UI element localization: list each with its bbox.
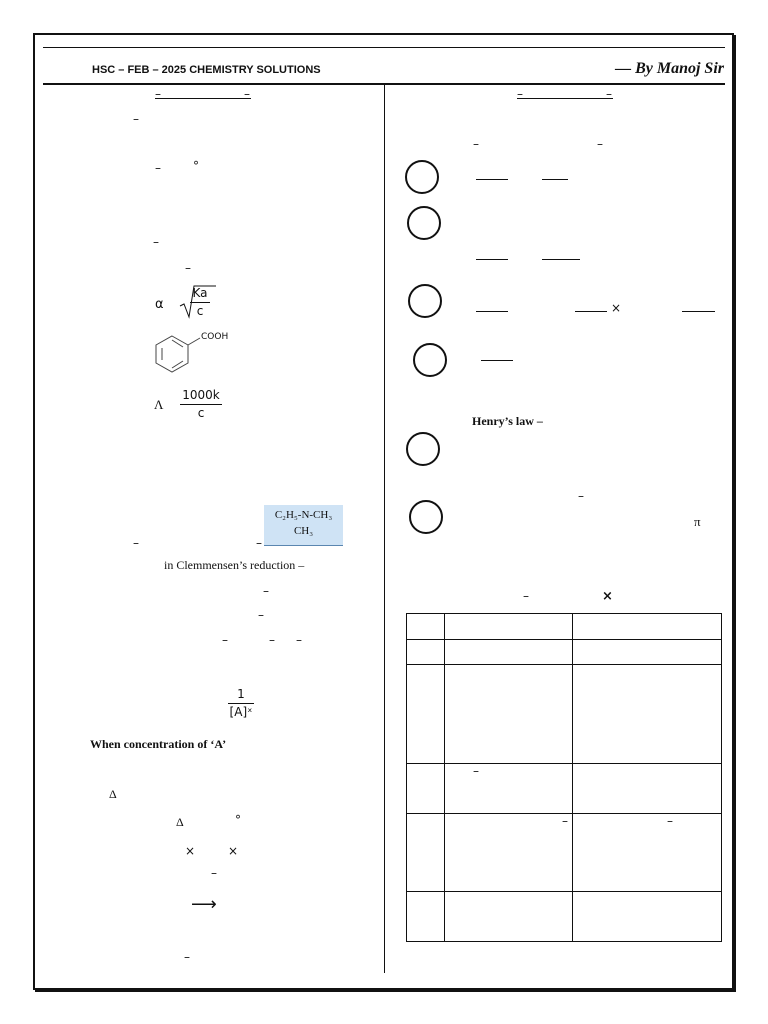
dash: – <box>473 137 479 151</box>
column-divider <box>384 85 385 973</box>
table-cell <box>573 640 722 665</box>
answer-blank <box>481 360 513 361</box>
pi-symbol: π <box>694 514 701 529</box>
option-circle <box>405 160 439 194</box>
dash: – <box>263 584 269 598</box>
dash: – <box>256 536 262 550</box>
amine-structure <box>264 505 343 546</box>
option-circle <box>407 206 441 240</box>
table-cell <box>445 892 573 942</box>
denominator: [A]ˣ <box>229 704 253 719</box>
dash: – <box>517 87 523 101</box>
concentration-heading: When concentration of ‘A’ <box>90 737 227 751</box>
dash: – <box>597 137 603 151</box>
table-cell <box>573 665 722 764</box>
denominator: c <box>197 405 205 420</box>
times-symbol: × <box>228 844 239 858</box>
numerator: 1000k <box>182 388 220 402</box>
times-symbol: × <box>602 589 613 604</box>
henrys-law-heading: Henry’s law – <box>472 414 543 428</box>
table-cell <box>407 614 445 640</box>
author-signature: — By Manoj Sir <box>615 60 724 77</box>
table-cell <box>407 892 445 942</box>
dash: – <box>155 161 161 175</box>
dash: – <box>153 235 159 249</box>
dash: – <box>562 814 568 828</box>
answer-blank <box>542 259 580 260</box>
dash: – <box>473 764 479 778</box>
times-symbol: × <box>611 301 622 315</box>
document-title: HSC – FEB – 2025 CHEMISTRY SOLUTIONS <box>92 64 321 76</box>
comparison-table <box>406 613 722 942</box>
dash: – <box>296 633 302 647</box>
top-rule <box>43 47 725 48</box>
dash: – <box>185 261 191 275</box>
degree-symbol: ° <box>235 813 241 827</box>
alpha-symbol: α <box>155 297 164 312</box>
table-cell <box>407 764 445 814</box>
table-cell <box>573 764 722 814</box>
table-row <box>407 640 722 665</box>
dash: – <box>667 814 673 828</box>
dash: – <box>523 589 529 603</box>
table-row <box>407 892 722 942</box>
times-symbol: × <box>185 844 196 858</box>
section-underline <box>155 98 251 99</box>
amine-formula-line2: CH₃ <box>293 525 314 537</box>
dash: – <box>606 87 612 101</box>
table-cell <box>445 614 573 640</box>
dash: – <box>258 608 264 622</box>
option-circle <box>413 343 447 377</box>
option-circle <box>406 432 440 466</box>
table-cell <box>407 814 445 892</box>
dash: – <box>133 536 139 550</box>
numerator: 1 <box>237 687 245 701</box>
dash: – <box>244 87 250 101</box>
answer-blank <box>682 311 715 312</box>
dash: – <box>184 950 190 964</box>
answer-blank <box>575 311 607 312</box>
fraction-bar <box>228 703 254 704</box>
answer-blank <box>476 259 508 260</box>
conductivity-fraction <box>180 389 222 419</box>
dash: – <box>155 87 161 101</box>
delta-symbol: Δ <box>176 815 184 829</box>
cooh-label: COOH <box>201 332 229 342</box>
degree-symbol: ° <box>193 159 199 173</box>
lambda-symbol: Λ <box>154 397 164 412</box>
table-cell <box>407 640 445 665</box>
table-row <box>407 764 722 814</box>
reaction-arrow: ⟶ <box>191 894 217 915</box>
table-cell <box>445 764 573 814</box>
option-circle <box>408 284 442 318</box>
answer-blank <box>542 179 568 180</box>
fraction-bar <box>180 404 222 405</box>
numerator: Ka <box>192 286 208 300</box>
table-cell <box>573 614 722 640</box>
table-cell <box>445 640 573 665</box>
table-row <box>407 665 722 764</box>
table-row <box>407 814 722 892</box>
dash: – <box>578 489 584 503</box>
amine-formula-line1: C₂H₅-N-CH₃ <box>274 509 333 521</box>
dash: – <box>269 633 275 647</box>
denominator: c <box>196 303 204 318</box>
table-row <box>407 614 722 640</box>
clemmensen-text: in Clemmensen’s reduction – <box>164 558 305 572</box>
fraction-bar <box>190 302 210 303</box>
section-underline <box>517 98 613 99</box>
delta-symbol: Δ <box>109 787 117 801</box>
option-circle <box>409 500 443 534</box>
dash: – <box>133 112 139 126</box>
table-cell <box>573 814 722 892</box>
table-cell <box>445 665 573 764</box>
answer-blank <box>476 311 508 312</box>
table-cell <box>407 665 445 764</box>
alpha-fraction <box>190 287 210 317</box>
dash: – <box>211 866 217 880</box>
dash: – <box>222 633 228 647</box>
rate-fraction <box>228 688 254 718</box>
answer-blank <box>476 179 508 180</box>
table-cell <box>573 892 722 942</box>
table-cell <box>445 814 573 892</box>
